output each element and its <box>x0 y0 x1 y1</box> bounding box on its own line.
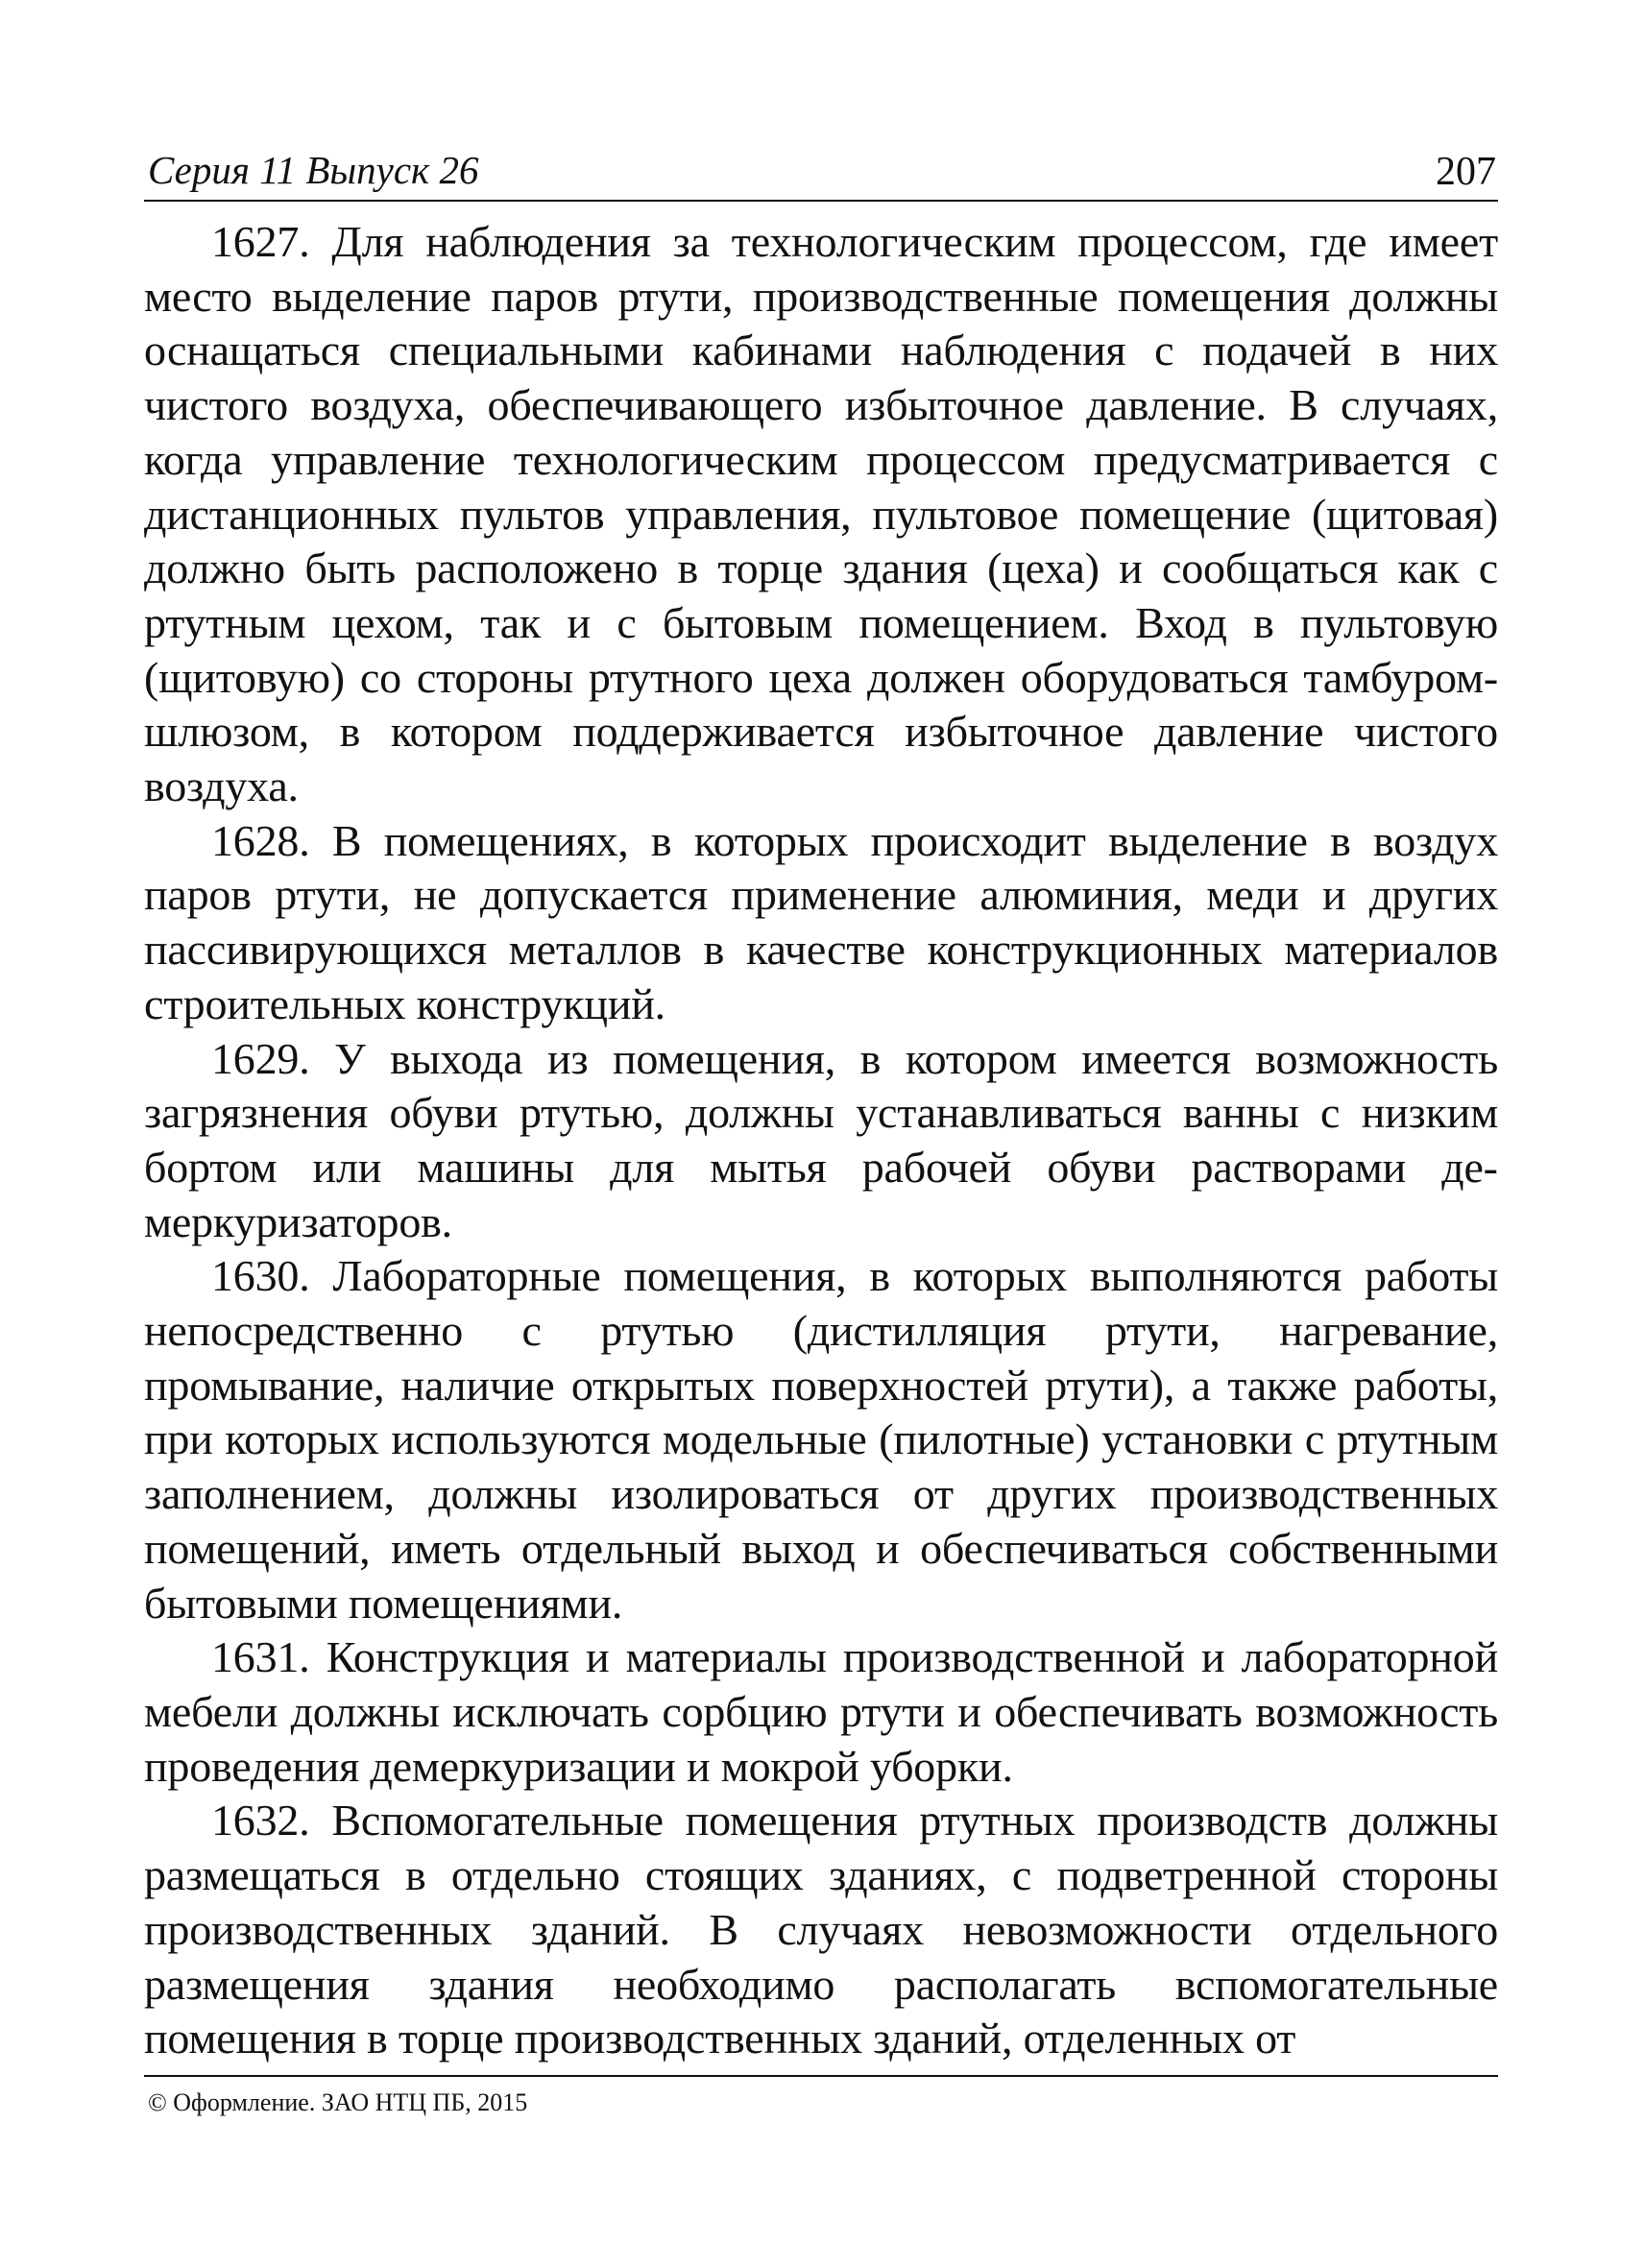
series-title: Серия 11 Выпуск 26 <box>148 148 479 192</box>
page-footer <box>144 2075 1498 2115</box>
paragraph-1628: 1628. В помещениях, в которых происходит выделение в воздух паров ртути, не допускается применение алюминия, меди и других пассивирующихся металлов в качестве конструкционных материалов строительных конструкций. <box>144 815 1498 1028</box>
paragraph-1629: 1629. У выхода из помещения, в котором имеется возможность загрязнения обуви ртутью, должны устанавливаться ванны с низким бортом или машины для мытья рабочей обуви растворами демеркуризаторов. <box>144 1033 1498 1246</box>
paragraph-1630: 1630. Лабораторные помещения, в которых выполняются работы непосредственно с ртутью (дистилляция ртути, нагревание, промывание, наличие открытых поверхностей ртути), а также работы, при которых используются модельные (пилотные) установки с ртутным заполнением, должны изолироваться от других производственных помещений, иметь отдельный выход и обеспечиваться собственными бытовыми помещениями. <box>144 1251 1498 1628</box>
document-body <box>144 215 1498 2066</box>
copyright-text: © Оформление. ЗАО НТЦ ПБ, 2015 <box>148 2088 528 2116</box>
paragraph-1632: 1632. Вспомогательные помещения ртутных производств должны размещаться в отдельно стоящих зданиях, с подветренной стороны производственных зданий. В случаях невозможности отдельного размещения здания необходимо располагать вспомогательные помещения в торце производственных зданий, отделенных от <box>144 1796 1498 2063</box>
running-header <box>144 144 1498 202</box>
paragraph-1627: 1627. Для наблюдения за технологическим процессом, где имеет место выделение паров ртути, производственные помещения должны оснащаться специальными кабинами наблюдения с подачей в них чистого воздуха, обеспечивающего избыточное давление. В случаях, когда управление технологическим процессом предусматривается с дистанционных пультов управления, пультовое помещение (щитовая) должно быть расположено в торце здания (цеха) и сообщаться как с ртутным цехом, так и с бытовым помещением. Вход в пультовую (щитовую) со стороны ртутного цеха должен оборудоваться тамбуром-шлюзом, в котором поддерживается избыточное давление чистого воздуха. <box>144 217 1498 811</box>
page-number: 207 <box>1436 150 1496 194</box>
paragraph-1631: 1631. Конструкция и материалы производственной и лабораторной мебели должны исключать сорбцию ртути и обеспечивать возможность проведения демеркуризации и мокрой уборки. <box>144 1632 1498 1791</box>
document-page <box>144 144 1498 2066</box>
